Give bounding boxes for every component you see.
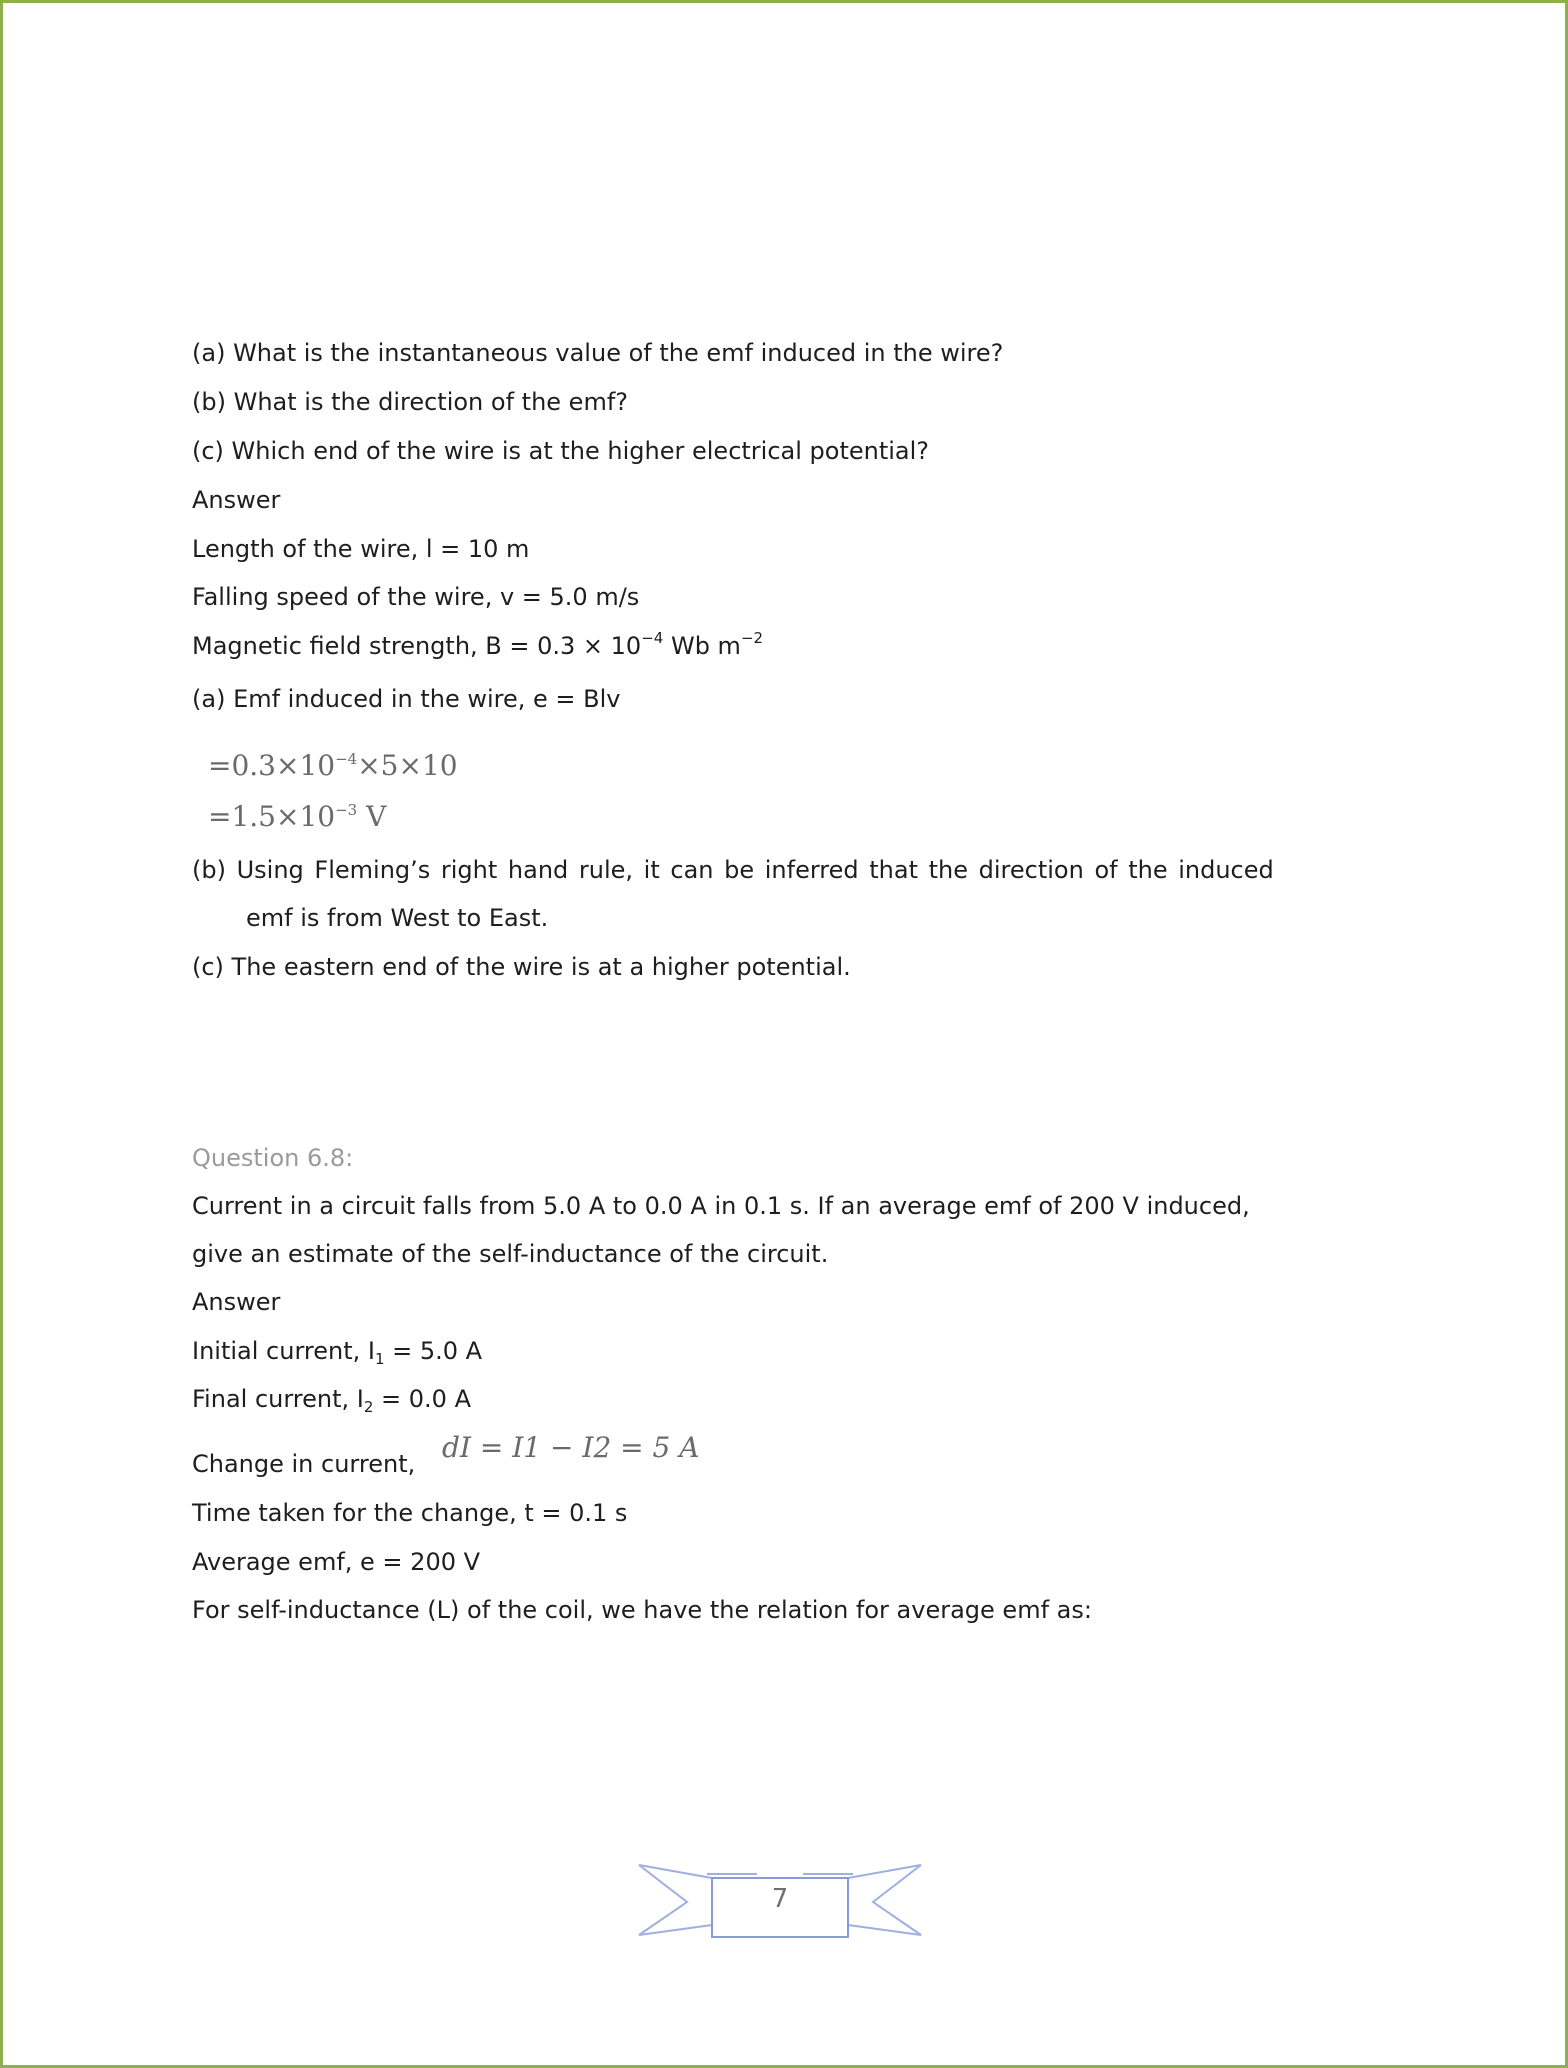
- final-sub: 2: [363, 1398, 374, 1416]
- field-exponent: −4: [641, 629, 664, 647]
- calc1-exp: −4: [335, 750, 358, 768]
- wire-length: Length of the wire, l = 10 m: [192, 535, 530, 563]
- answer-part-a: (a) Emf induced in the wire, e = Blv: [192, 685, 621, 713]
- magnetic-field: [192, 630, 763, 662]
- field-unit-exponent: −2: [740, 629, 764, 647]
- question-text-2: give an estimate of the self-inductance of the circuit.: [192, 1240, 829, 1268]
- final-text: Final current, I: [192, 1385, 364, 1413]
- calc1-base: =0.3×10: [208, 749, 336, 782]
- calc2-rest: V: [357, 800, 387, 833]
- calc2-exp: −3: [335, 801, 358, 819]
- question-part-b: (b) What is the direction of the emf?: [192, 388, 629, 416]
- relation-text: For self-inductance (L) of the coil, we have the relation for average emf as:: [192, 1596, 1092, 1624]
- question-part-c: (c) Which end of the wire is at the higher electrical potential?: [192, 437, 930, 465]
- answer-part-b-line1: (b) Using Fleming’s right hand rule, it can be inferred that the direction of the induced: [192, 856, 1274, 884]
- final-current: [192, 1383, 471, 1415]
- answer-part-b-line2: emf is from West to East.: [246, 904, 549, 932]
- initial-value: = 5.0 A: [384, 1337, 483, 1365]
- calc-line-1: [208, 749, 458, 782]
- calc2-base: =1.5×10: [208, 800, 336, 833]
- initial-sub: 1: [374, 1350, 385, 1368]
- question-part-a: (a) What is the instantaneous value of the emf induced in the wire?: [192, 339, 1004, 367]
- average-emf: Average emf, e = 200 V: [192, 1548, 481, 1576]
- question-title: Question 6.8:: [192, 1144, 354, 1172]
- question-text-1: Current in a circuit falls from 5.0 A to 0.0 A in 0.1 s. If an average emf of 200 V induced,: [192, 1192, 1250, 1220]
- change-math: dI = I1 − I2 = 5 A: [442, 1431, 700, 1464]
- calc-line-2: [208, 800, 386, 833]
- answer-part-c: (c) The eastern end of the wire is at a higher potential.: [192, 953, 851, 981]
- falling-speed: Falling speed of the wire, v = 5.0 m/s: [192, 583, 640, 611]
- page-number: 7: [771, 1884, 789, 1914]
- final-value: = 0.0 A: [373, 1385, 471, 1413]
- page-number-banner: [637, 1860, 927, 1946]
- field-text: Magnetic field strength, B = 0.3 × 10: [192, 632, 642, 660]
- initial-text: Initial current, I: [192, 1337, 375, 1365]
- time-taken: Time taken for the change, t = 0.1 s: [192, 1499, 628, 1527]
- calc1-rest: ×5×10: [357, 749, 458, 782]
- answer-label-2: Answer: [192, 1288, 281, 1316]
- answer-label: Answer: [192, 486, 281, 514]
- initial-current: [192, 1335, 482, 1367]
- change-label: Change in current,: [192, 1450, 416, 1478]
- field-unit: Wb m: [663, 632, 741, 660]
